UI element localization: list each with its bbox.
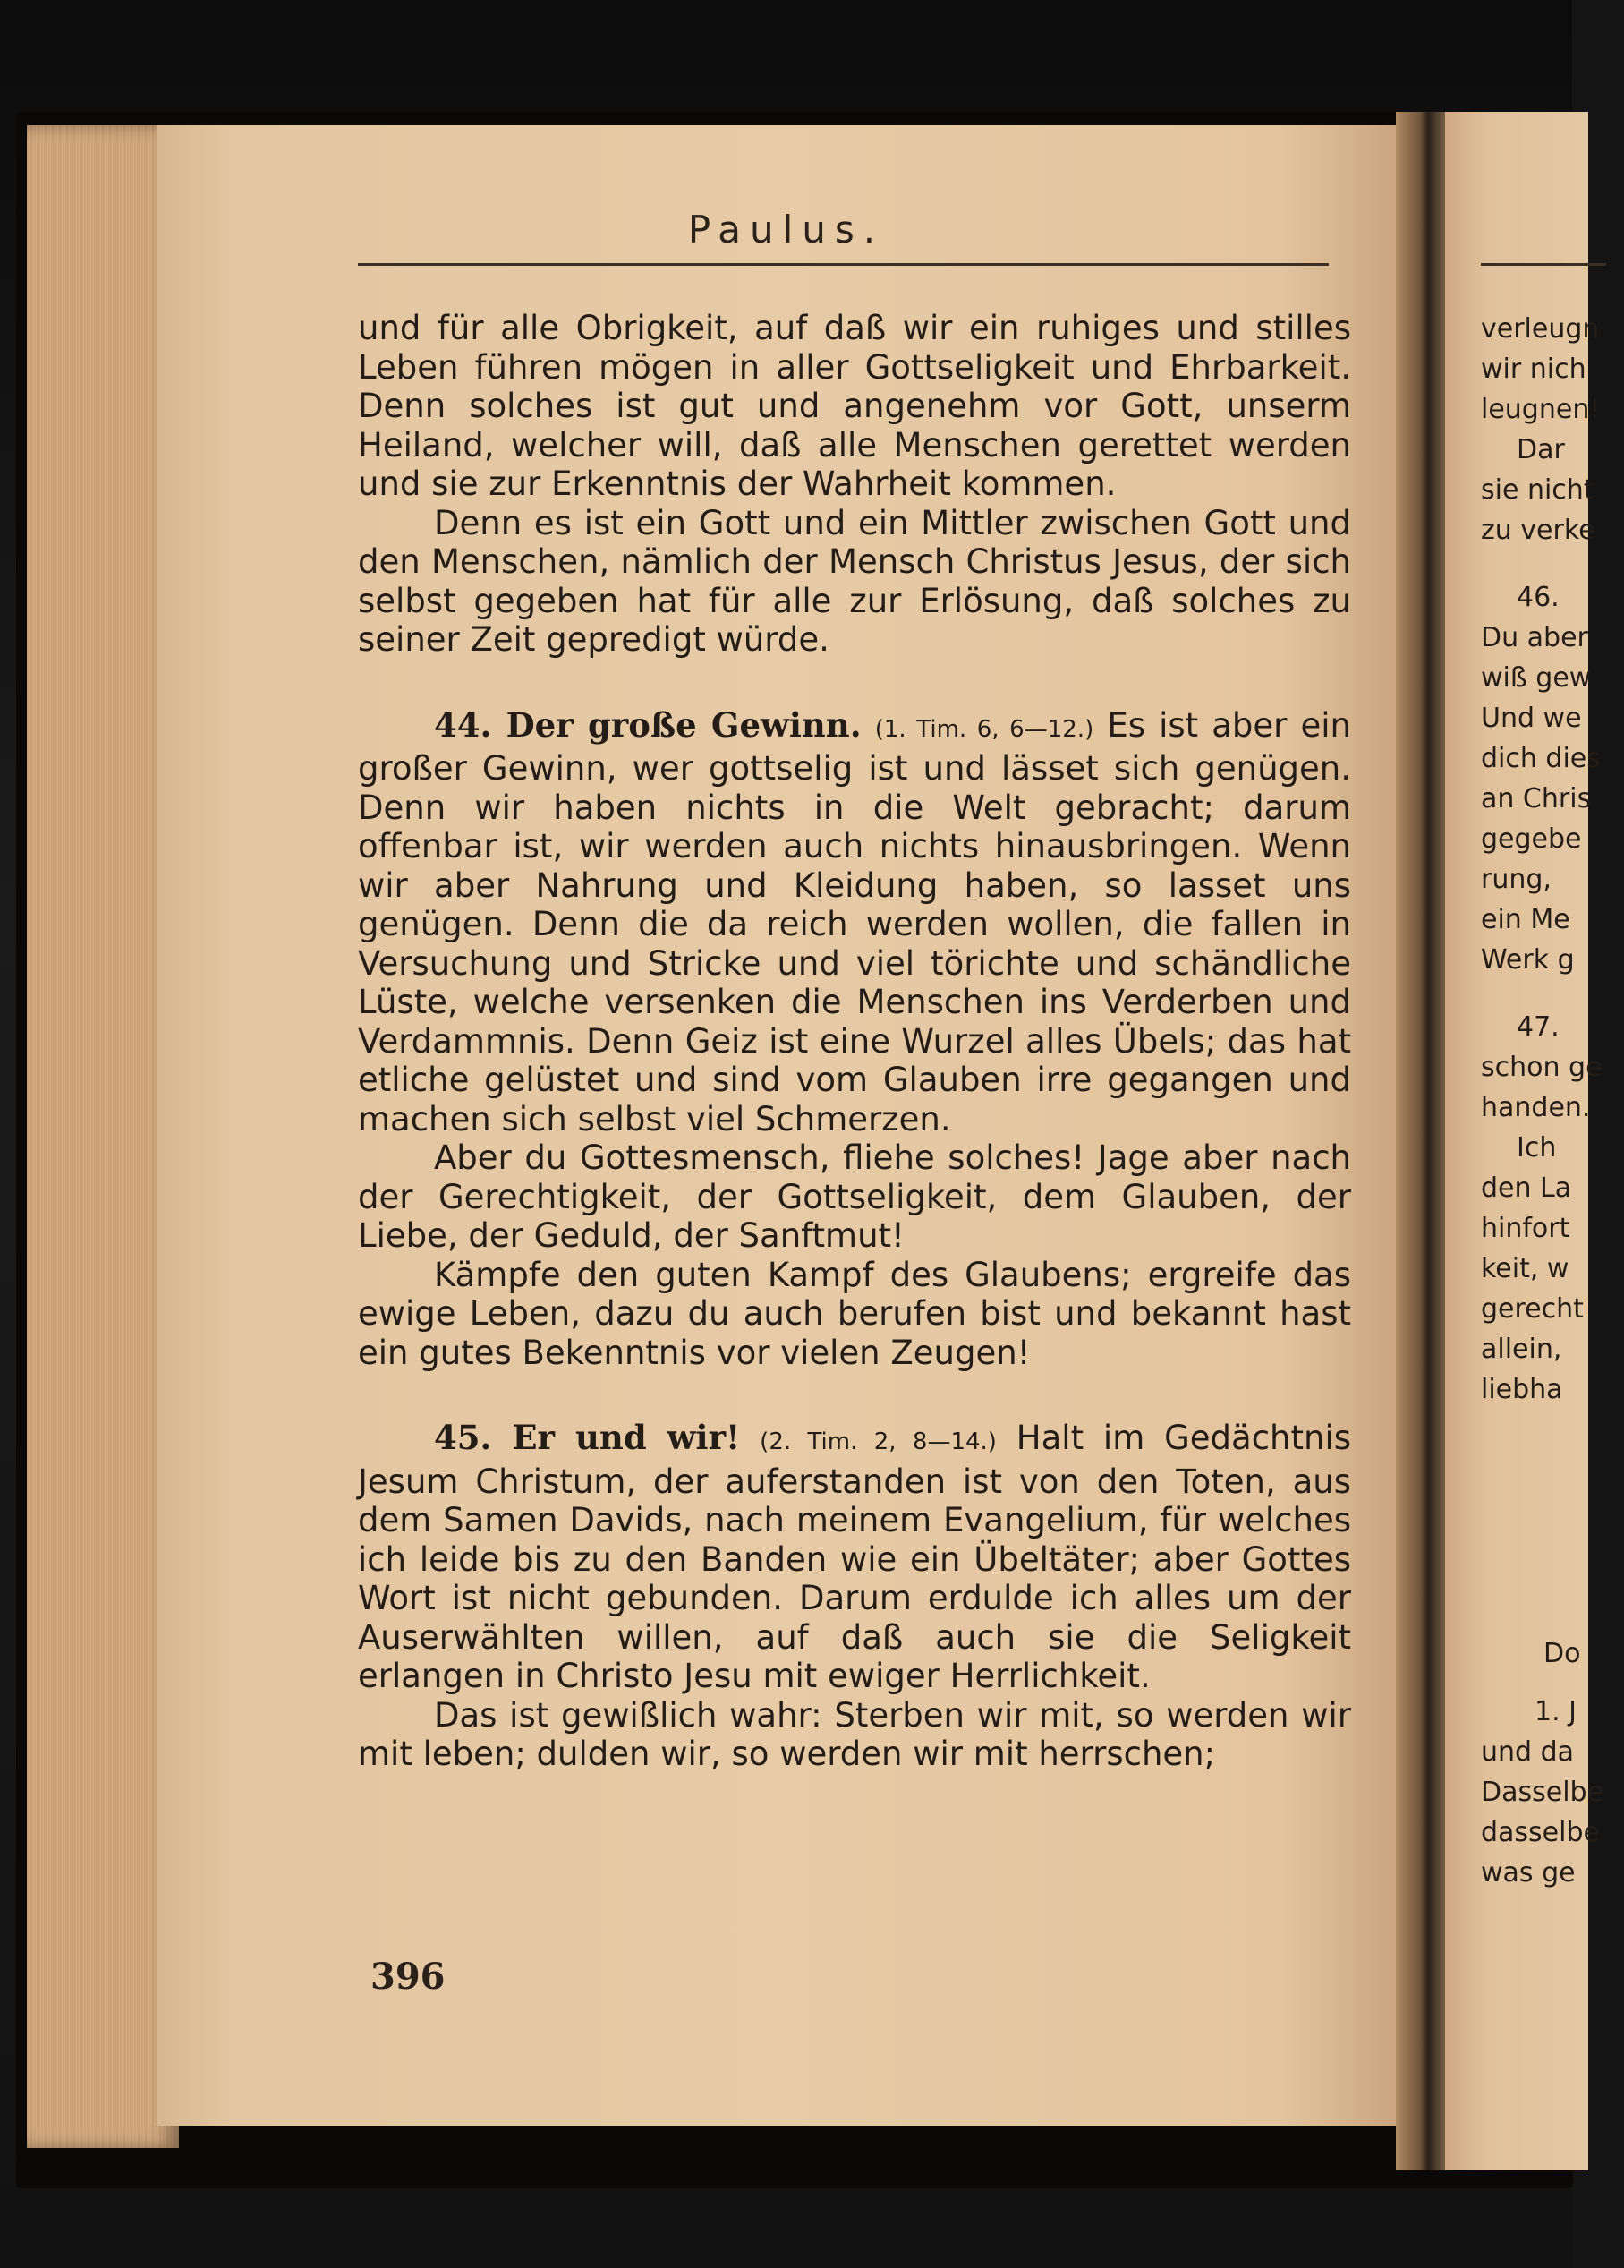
- right-page-line: 46.: [1517, 582, 1560, 613]
- section-title: 44. Der große Gewinn.: [434, 704, 862, 745]
- bible-reference: (1. Tim. 6, 6—12.): [874, 715, 1094, 743]
- right-page-line: sie nicht: [1481, 474, 1594, 506]
- right-page-line: gegebe: [1481, 823, 1582, 855]
- right-page-line: gerecht: [1481, 1293, 1584, 1325]
- right-page-line: dasselbe: [1481, 1817, 1600, 1848]
- right-page-line: Dar: [1517, 434, 1565, 465]
- paragraph: Aber du Gottesmensch, fliehe solches! Jage aber nach der Gerechtigkeit, der Gottseligkeit, dem Glauben, der Liebe, der Geduld, der Sanftmut!: [358, 1138, 1351, 1255]
- right-page-line: an Chris: [1481, 783, 1592, 814]
- right-page-line: verleugn: [1481, 313, 1600, 345]
- right-page-line: wir nich: [1481, 354, 1586, 385]
- right-page-line: ein Me: [1481, 904, 1570, 935]
- right-page-line: hinfort: [1481, 1213, 1570, 1244]
- paragraph: Denn es ist ein Gott und ein Mittler zwischen Gott und den Menschen, nämlich der Mensch Christus Jesus, der sich selbst gegeben hat für alle zur Erlösung, daß solches zu seiner Zeit gepredigt würde.: [358, 503, 1351, 659]
- right-page-line: Do: [1543, 1638, 1581, 1669]
- right-page-line: Dasselbe: [1481, 1777, 1604, 1808]
- right-page-line: leugnen!: [1481, 394, 1601, 425]
- header-rule: [358, 263, 1329, 266]
- book-gutter: [1396, 112, 1450, 2170]
- right-page-line: den La: [1481, 1172, 1572, 1204]
- paragraph: Das ist gewißlich wahr: Sterben wir mit, so werden wir mit leben; dulden wir, so werden wir mit herrschen;: [358, 1695, 1351, 1773]
- paragraph: und für alle Obrigkeit, auf daß wir ein ruhiges und stilles Leben führen mögen in aller Gottseligkeit und Ehrbarkeit. Denn solches ist gut und angenehm vor Gott, unserm Heiland, welcher will, daß alle Menschen gerettet werden und sie zur Erkenntnis der Wahrheit kommen.: [358, 309, 1351, 503]
- right-page-line: allein,: [1481, 1334, 1562, 1365]
- right-page: [1445, 112, 1604, 2170]
- right-page-line: schon ge: [1481, 1052, 1603, 1083]
- right-page-line: dich dies: [1481, 743, 1601, 774]
- bible-reference: (2. Tim. 2, 8—14.): [760, 1428, 997, 1455]
- section-title: 45. Er und wir!: [434, 1418, 741, 1457]
- right-page-line: handen.: [1481, 1092, 1591, 1123]
- right-page-line: Und we: [1481, 703, 1582, 734]
- paragraph: Kämpfe den guten Kampf des Glaubens; ergreife das ewige Leben, dazu du auch berufen bist und bekannt hast ein gutes Bekenntnis vor vielen Zeugen!: [358, 1255, 1351, 1372]
- right-page-header-rule: [1481, 263, 1606, 266]
- section-44-lead: [358, 706, 1351, 1139]
- section-text: Es ist aber ein großer Gewinn, wer gottselig ist und lässet sich genügen. Denn wir haben nichts in die Welt gebracht; darum offenbar ist, wir werden auch nichts hinausbringen. Wenn wir aber Nahrung und Kleidung haben, so lasset uns genügen. Denn die da reich werden wollen, die fallen in Versuchung und Stricke und viel törichte und schändliche Lüste, welche versenken die Menschen ins Verderben und Verdammnis. Denn Geiz ist eine Wurzel alles Übels; das hat etliche gelüstet und sind vom Glauben irre gegangen und machen sich selbst viel Schmerzen.: [358, 705, 1351, 1138]
- page-number: 396: [370, 1956, 446, 1998]
- right-page-line: liebha: [1481, 1374, 1563, 1405]
- right-page-text: [1481, 309, 1624, 1893]
- section-text: Halt im Gedächtnis Jesum Christum, der auferstanden ist von den Toten, aus dem Samen Davids, nach meinem Evangelium, für welches ich leide bis zu den Banden wie ein Übeltäter; aber Gottes Wort ist nicht gebunden. Darum erdulde ich alles um der Auserwählten willen, auf daß auch sie die Seligkeit erlangen in Christo Jesu mit ewiger Herrlichkeit.: [358, 1419, 1352, 1695]
- right-page-line: 47.: [1517, 1011, 1560, 1043]
- right-page-line: und da: [1481, 1736, 1575, 1768]
- running-header: Paulus.: [687, 208, 885, 252]
- right-page-line: Ich: [1517, 1132, 1557, 1164]
- page-body: [358, 309, 1351, 1774]
- right-page-line: 1. J: [1535, 1696, 1577, 1727]
- right-page-line: rung,: [1481, 864, 1552, 895]
- right-page-line: wiß gew: [1481, 662, 1592, 694]
- right-page-line: zu verke: [1481, 515, 1595, 546]
- section-45-lead: [358, 1419, 1351, 1696]
- right-page-line: was ge: [1481, 1857, 1576, 1889]
- right-page-line: keit, w: [1481, 1253, 1569, 1284]
- right-page-line: Werk g: [1481, 944, 1575, 976]
- right-page-line: Du aber: [1481, 622, 1588, 653]
